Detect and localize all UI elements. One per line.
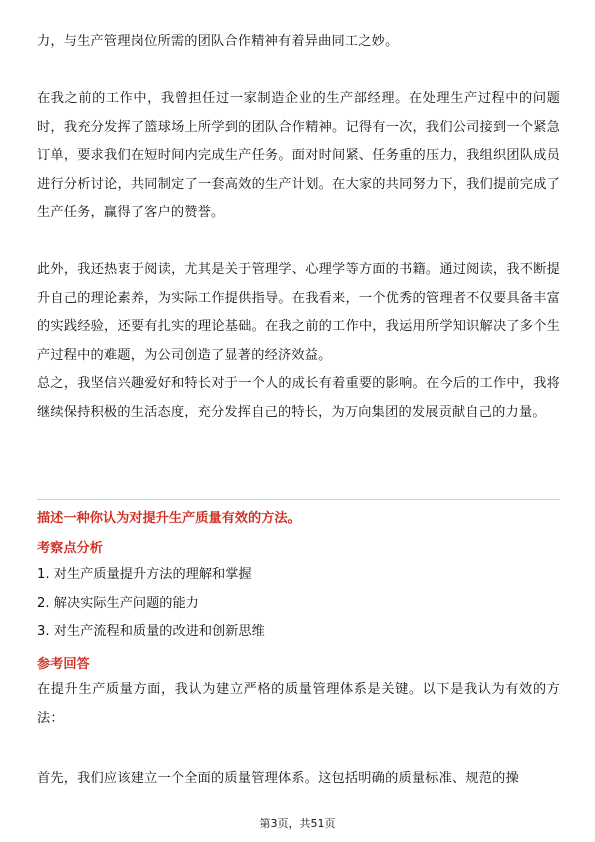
- analysis-item: 1. 对生产质量提升方法的理解和掌握: [37, 567, 252, 582]
- paragraph-reading-hobby: 此外，我还热衷于阅读，尤其是关于管理学、心理学等方面的书籍。通过阅读，我不断提升自己的理论素养，为实际工作提供指导。在我看来，一个优秀的管理者不仅要具备丰富的实践经验，还要有扎实的理论基础。在我之前的工作中，我运用所学知识解决了多个生产过程中的难题，为公司创造了显著的经济效益。: [37, 262, 560, 363]
- answer-heading: 参考回答: [37, 657, 90, 672]
- analysis-heading: 考察点分析: [37, 541, 103, 556]
- section-divider: [37, 499, 560, 500]
- answer-paragraph-first-step: 首先，我们应该建立一个全面的质量管理体系。这包括明确的质量标准、规范的操: [37, 771, 519, 786]
- paragraph-teamwork-conclusion: 力，与生产管理岗位所需的团队合作精神有着异曲同工之妙。: [37, 34, 399, 49]
- paragraph-summary: 总之，我坚信兴趣爱好和特长对于一个人的成长有着重要的影响。在今后的工作中，我将继续保持积极的生活态度，充分发挥自己的特长，为万向集团的发展贡献自己的力量。: [37, 376, 560, 420]
- question-title: 描述一种你认为对提升生产质量有效的方法。: [37, 511, 301, 526]
- paragraph-work-experience: 在我之前的工作中，我曾担任过一家制造企业的生产部经理。在处理生产过程中的问题时，我充分发挥了篮球场上所学到的团队合作精神。记得有一次，我们公司接到一个紧急订单，要求我们在短时间内完成生产任务。面对时间紧、任务重的压力，我组织团队成员进行分析讨论，共同制定了一套高效的生产计划。在大家的共同努力下，我们提前完成了生产任务，赢得了客户的赞誉。: [37, 91, 560, 220]
- page-number-footer: 第3页，共51页: [259, 817, 336, 830]
- answer-paragraph-intro: 在提升生产质量方面，我认为建立严格的质量管理体系是关键。以下是我认为有效的方法：: [37, 682, 560, 726]
- analysis-item: 3. 对生产流程和质量的改进和创新思维: [37, 624, 265, 639]
- analysis-item: 2. 解决实际生产问题的能力: [37, 596, 199, 611]
